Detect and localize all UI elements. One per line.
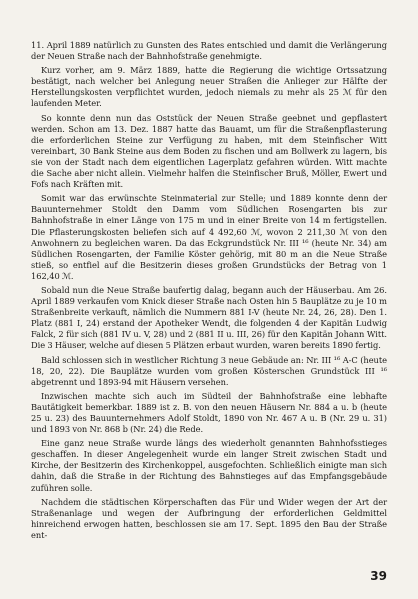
- paragraph: Inzwischen machte sich auch im Südteil der Bahnhofstraße eine lebhafte Bautätigkeit bemerkbar. 1889 ist z. B. von den neuen Häusern Nr. 884 a u. b (heute 25 u. 23) des Bauunternehmers Adolf Stoldt, 1890 von Nr. 467 A u. B (Nr. 29 u. 31) und 1893 von Nr. 868 b (Nr. 24) die Rede.: [31, 390, 387, 435]
- paragraph: Somit war das erwünschte Steinmaterial zur Stelle; und 1889 konnte denn der Bauunternehmer Stoldt den Damm vom Südlichen Rosengarten bis zur Bahnhofstraße in einer Länge von 175 m und in einer Breite von 14 m fertigstellen. Die Pflasterungskosten beliefen sich auf 4 492,60 ℳ, wovon 2 211,30 ℳ von den Anwohnern zu begleichen waren. Da das Eckgrundstück Nr. III ¹⁶ (heute Nr. 34) am Südlichen Rosengarten, der Familie Köster gehörig, mit 80 m an die Neue Straße stieß, so entfiel auf die Besitzerin dieses großen Grundstücks der Betrag von 1 162,40 ℳ.: [31, 193, 387, 281]
- paragraph: So konnte denn nun das Oststück der Neuen Straße geebnet und gepflastert werden. Schon am 13. Dez. 1887 hatte das Bauamt, um für die Straßenpflasterung die erforderlichen Steine zur Verfügung zu haben, mit dem Steinfischer Witt vereinbart, 30 Bank Steine aus dem Boden zu fischen und am Bollwerk zu lagern, bis sie von der Stadt nach dem eigentlichen Lagerplatz gefahren würden. Witt machte die Sache aber nicht allein. Vielmehr halfen die Steinfischer Bruß, Möller, Ewert und Fofs nach Kräften mit.: [31, 112, 387, 190]
- paragraph: Nachdem die städtischen Körperschaften das Für und Wider wegen der Art der Straßenanlage und wegen der Aufbringung der erforderlichen Geldmittel hinreichend erwogen hatten, beschlossen sie am 17. Sept. 1895 den Bau der Straße ent-: [31, 496, 387, 540]
- page-number: 39: [370, 569, 387, 583]
- paragraph: 11. April 1889 natürlich zu Gunsten des Rates entschied und damit die Verlängerung der Neuen Straße nach der Bahnhofstraße genehmigte.: [31, 40, 387, 62]
- paragraph: Sobald nun die Neue Straße baufertig dalag, begann auch der Häuserbau. Am 26. April 1889 verkaufen vom Knick dieser Straße nach Osten hin 5 Bauplätze zu je 10 m Straßenbreite verkauft, nämlich die Nummern 881 I-V (heute Nr. 24, 26, 28). Den 1. Platz (881 I, 24) erstand der Apotheker Wendt, die folgenden 4 der Kapitän Ludwig Falck, 2 für sich (881 IV u. V, 28) und 2 (881 II u. III, 26) für den Kapitän Johann Witt. Die 3 Häuser, welche auf diesen 5 Plätzen erbaut wurden, waren bereits 1890 fertig.: [31, 284, 387, 351]
- paragraph: Eine ganz neue Straße wurde längs des wiederholt genannten Bahnhofsstieges geschaffen. In dieser Angelegenheit wurde ein langer Streit zwischen Stadt und Kirche, der Besitzerin des Kirchenkoppel, ausgefochten. Schließlich einigte man sich dahin, daß die Straße in der Richtung des Bahnstieges auf das Empfangsgebäude zuführen solle.: [31, 438, 387, 493]
- paragraph: Kurz vorher, am 9. März 1889, hatte die Regierung die wichtige Ortssatzung bestätigt, nach welcher bei Anlegung neuer Straßen die Anlieger zur Hälfte der Herstellungskosten verpflichtet wurden, jedoch niemals zu mehr als 25 ℳ für den laufenden Meter.: [31, 65, 387, 109]
- paragraph: Bald schlossen sich in westlicher Richtung 3 neue Gebäude an: Nr. III ¹⁶ A-C (heute 18, 20, 22). Die Bauplätze wurden vom großen Kösterschen Grundstück III ¹⁶ abgetrennt und 1893-94 mit Häusern versehen.: [31, 354, 387, 387]
- body-text: [31, 40, 387, 541]
